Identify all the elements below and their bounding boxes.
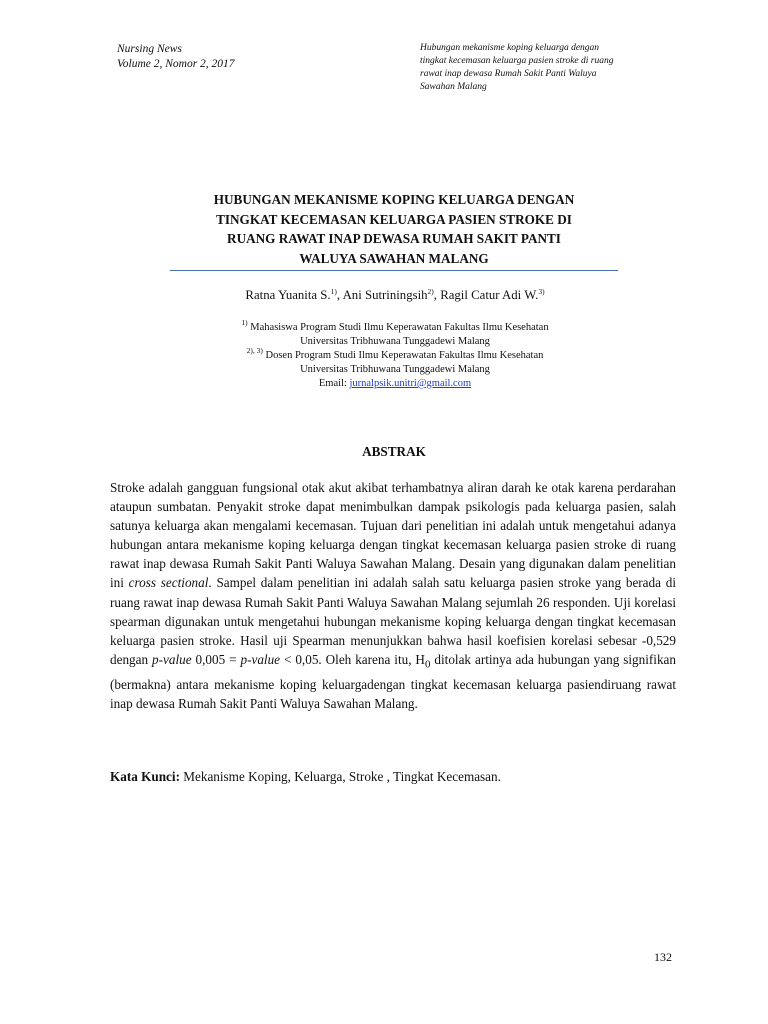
title-divider [170,270,618,271]
running-title-line: Hubungan mekanisme koping keluarga dengan [420,43,600,53]
email-link[interactable]: jurnalpsik.unitri@gmail.com [349,378,472,389]
author-separator: , [433,288,441,302]
journal-name: Nursing News [117,43,182,55]
abstract-text: 0,005 = [191,651,241,667]
title-line: WALUYA SAWAHAN MALANG [299,250,489,266]
author-mark: 3) [538,287,545,296]
abstract-heading: ABSTRAK [362,444,426,459]
email-label: Email: [318,378,350,389]
author-name: Ragil Catur Adi W. [440,288,539,302]
affiliation-1 [120,318,670,335]
affiliation-text: Dosen Program Studi Ilmu Keperawatan Fakultas Ilmu Kesehatan [265,350,544,361]
author-name: Ratna Yuanita S. [245,288,331,302]
page-number: 132 [654,950,672,964]
affiliation-university: Universitas Tribhuwana Tunggadewi Malang [300,336,490,347]
abstract-italic-term: p-value [240,651,281,667]
hypothesis-subscript: 0 [424,658,431,671]
abstract-italic-term: cross sectional [128,575,209,591]
abstract-italic-term: p-value [152,651,192,667]
abstract-text: ditolak artinya ada hubungan yang signifikan (bermakna) antara mekanisme koping keluargadengan tingkat kecemasan keluarga pasiendiruang rawat inap dewasa Rumah Sakit Panti Waluya Sawahan Malang. [110,651,676,711]
journal-header [117,42,235,72]
running-title-line: Sawahan Malang [420,82,487,92]
affiliations [120,318,670,391]
author-separator: , [336,288,343,302]
affiliation-mark: 1) [241,318,248,327]
keywords-text: Mekanisme Koping, Keluarga, Stroke , Tingkat Kecemasan. [179,769,501,784]
author-name: Ani Sutriningsih [342,288,428,302]
abstract-text: Stroke adalah gangguan fungsional otak akut akibat terhambatnya aliran darah ke otak karena perdarahan ataupun sumbatan. Penyakit stroke dapat menimbulkan dampak psikologis pada keluarga pasien, salah satunya keluarga akan mengalami kecemasan. Tujuan dari penelitian ini adalah untuk mengetahui adanya hubungan antara mekanisme koping keluarga dengan tingkat kecemasan keluarga pasien stroke di ruang rawat inap dewasa Rumah Sakit Panti Waluya Sawahan Malang. Desain yang digunakan dalam penelitian ini [110,480,676,591]
journal-volume: Volume 2, Nomor 2, 2017 [117,58,235,70]
keywords-label: Kata Kunci: [110,769,180,784]
affiliation-mark: 2), 3) [246,346,263,355]
author-list [100,288,690,303]
running-title-line: rawat inap dewasa Rumah Sakit Panti Waluya [420,69,597,79]
affiliation-university: Universitas Tribhuwana Tunggadewi Malang [300,364,490,375]
author-mark: 1) [330,287,337,296]
abstract-text: . Sampel dalam penelitian ini adalah salah satu keluarga pasien stroke yang berada di ruang rawat inap dewasa Rumah Sakit Panti Waluya Sawahan Malang sejumlah 26 responden. Uji korelasi spearman digunakan untuk mengetahui hubungan mekanisme koping keluarga dengan tingkat kecemasan keluarga pasien stroke. Hasil uji Spearman menunjukkan bahwa hasil koefisien korelasi sebesar -0,529 dengan [110,575,676,667]
title-line: RUANG RAWAT INAP DEWASA RUMAH SAKIT PANTI [227,231,561,246]
email-line [120,377,670,391]
abstract-body [110,478,676,713]
abstract-text: < 0,05. Oleh karena itu, H [280,651,425,667]
affiliation-text: Mahasiswa Program Studi Ilmu Keperawatan Fakultas Ilmu Kesehatan [250,322,549,333]
paper-title [150,190,638,268]
author-mark: 2) [427,287,434,296]
running-title [420,42,670,94]
affiliation-2 [120,346,670,363]
title-line: HUBUNGAN MEKANISME KOPING KELUARGA DENGAN [213,192,575,207]
running-title-line: tingkat kecemasan keluarga pasien stroke di ruang [420,56,614,66]
keywords [110,769,676,785]
title-line: TINGKAT KECEMASAN KELUARGA PASIEN STROKE DI [216,211,572,227]
